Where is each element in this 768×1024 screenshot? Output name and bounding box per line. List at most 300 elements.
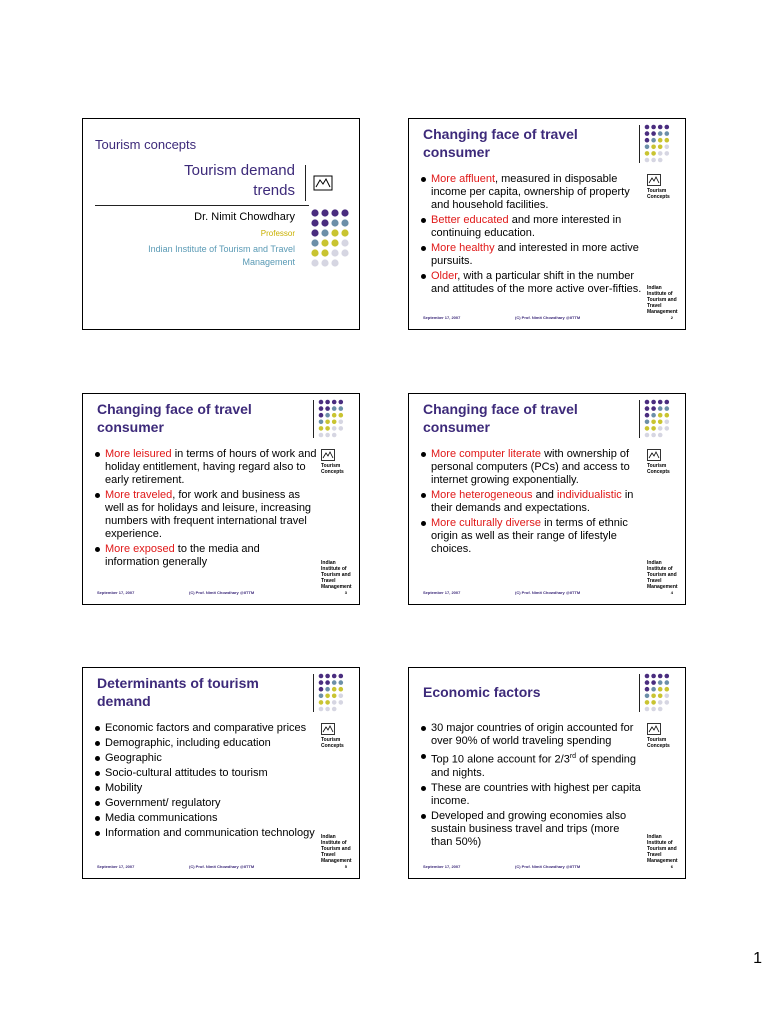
grid-dot — [665, 700, 670, 705]
grid-dot — [665, 125, 670, 130]
footer-copyright: (C) Prof. Nimit Chowdhary @IITTM — [189, 864, 255, 869]
slide-title — [97, 400, 307, 436]
bullet-item — [93, 767, 317, 780]
slide-3 — [82, 393, 360, 605]
side-institute-line: Management — [321, 584, 352, 590]
highlight-text: individualistic — [556, 489, 622, 501]
grid-dot — [651, 413, 656, 418]
grid-dot — [645, 145, 650, 150]
bullet-text: with ownership of personal computers (PCs) and access to internet growing exponentially. — [431, 448, 630, 486]
bullet-text: 30 major countries of origin accounted for over 90% of world traveling spending — [431, 722, 634, 747]
grid-dot — [332, 433, 337, 438]
grid-dot — [341, 239, 348, 246]
grid-dot — [651, 680, 656, 685]
highlight-text: More computer literate — [431, 448, 542, 460]
grid-dot — [325, 433, 330, 438]
grid-dot — [645, 674, 650, 679]
title-line-1: Tourism demand — [184, 162, 295, 179]
grid-dot — [339, 426, 344, 431]
title-divider — [313, 400, 314, 438]
slide-title-line: consumer — [97, 419, 164, 435]
slide-footer — [423, 864, 677, 872]
slide-2 — [408, 118, 686, 330]
grid-dot — [658, 707, 663, 712]
bullet-item — [93, 722, 317, 735]
grid-dot — [658, 694, 663, 699]
institute-line-1: Indian Institute of Tourism and Travel — [148, 244, 295, 254]
bullet-item — [93, 752, 317, 765]
grid-dot — [319, 674, 324, 679]
grid-dot — [325, 707, 330, 712]
grid-dot — [339, 400, 344, 405]
bullet-item — [419, 517, 643, 556]
grid-dot — [645, 700, 650, 705]
grid-dot — [332, 694, 337, 699]
grid-dot — [645, 138, 650, 143]
grid-dot — [325, 426, 330, 431]
side-label-line: Tourism — [321, 737, 341, 743]
superscript: rd — [569, 753, 577, 760]
grid-dot — [319, 707, 324, 712]
side-institute-line: Travel — [321, 578, 336, 584]
footer-copyright: (C) Prof. Nimit Chowdhary @IITTM — [515, 315, 581, 320]
highlight-text: More leisured — [105, 448, 172, 460]
grid-dot — [658, 433, 663, 438]
slide-title-line: Determinants of tourism — [97, 675, 259, 691]
side-institute-line: Management — [647, 858, 678, 864]
bullet-item — [419, 270, 643, 296]
slide-title — [423, 125, 633, 161]
dot-grid-icon — [317, 672, 357, 712]
grid-dot — [319, 426, 324, 431]
title-divider — [639, 400, 640, 438]
bullet-text: Information and communication technology — [105, 827, 315, 839]
grid-dot — [332, 680, 337, 685]
grid-dot — [331, 249, 338, 256]
grid-dot — [319, 433, 324, 438]
grid-dot — [325, 400, 330, 405]
grid-dot — [658, 131, 663, 136]
clipart-icon — [647, 449, 661, 461]
bullet-text: Top 10 alone account for 2/3 — [431, 753, 570, 766]
grid-dot — [651, 400, 656, 405]
slide-5 — [82, 667, 360, 879]
grid-dot — [311, 229, 318, 236]
side-label-institute — [321, 560, 357, 590]
grid-dot — [339, 674, 344, 679]
grid-dot — [658, 138, 663, 143]
bullet-item — [93, 737, 317, 750]
grid-dot — [645, 158, 650, 163]
grid-dot — [645, 151, 650, 156]
side-institute-line: Institute of — [647, 291, 673, 297]
grid-dot — [325, 413, 330, 418]
slide-footer — [97, 864, 351, 872]
grid-dot — [321, 219, 328, 226]
grid-dot — [339, 413, 344, 418]
side-institute-line: Institute of — [321, 840, 347, 846]
institute-line-2: Management — [242, 257, 295, 267]
bullet-item — [93, 782, 317, 795]
grid-dot — [651, 145, 656, 150]
grid-dot — [645, 680, 650, 685]
side-label-institute — [647, 834, 683, 864]
grid-dot — [651, 694, 656, 699]
bullet-text: in terms of ethnic origin as well as their range of lifestyle choices. — [431, 517, 628, 555]
side-institute-line: Travel — [647, 303, 662, 309]
slide-6 — [408, 667, 686, 879]
bullet-text: Mobility — [105, 782, 143, 794]
side-label-line: Concepts — [647, 194, 670, 200]
slide-number: 5 — [344, 864, 347, 869]
highlight-text: More heterogeneous — [431, 489, 533, 501]
bullet-item — [93, 448, 317, 487]
grid-dot — [311, 239, 318, 246]
grid-dot — [651, 426, 656, 431]
footer-date: September 17, 2007 — [97, 864, 135, 869]
grid-dot — [658, 158, 663, 163]
footer-date: September 17, 2007 — [97, 590, 135, 595]
grid-dot — [319, 413, 324, 418]
side-institute-line: Management — [321, 858, 352, 864]
side-institute-line: Tourism and — [321, 572, 351, 578]
page-number: 1 — [753, 950, 762, 967]
clipart-icon — [321, 449, 335, 461]
grid-dot — [332, 420, 337, 425]
bullet-item — [93, 543, 317, 569]
side-institute-line: Travel — [321, 852, 336, 858]
grid-dot — [658, 426, 663, 431]
grid-dot — [311, 219, 318, 226]
footer-copyright: (C) Prof. Nimit Chowdhary @IITTM — [515, 590, 581, 595]
side-institute-line: Institute of — [647, 840, 673, 846]
grid-dot — [325, 674, 330, 679]
bullet-list — [93, 448, 317, 571]
grid-dot — [311, 259, 318, 266]
grid-dot — [651, 125, 656, 130]
grid-dot — [321, 239, 328, 246]
grid-dot — [645, 707, 650, 712]
side-label-tourism-concepts — [321, 463, 357, 475]
grid-dot — [321, 229, 328, 236]
grid-dot — [651, 406, 656, 411]
bullet-text: in terms of hours of work and holiday entitlement, having regard also to early retirement. — [105, 448, 317, 486]
side-label-line: Concepts — [321, 469, 344, 475]
grid-dot — [321, 209, 328, 216]
grid-dot — [321, 249, 328, 256]
bullet-item — [419, 810, 643, 849]
grid-dot — [325, 420, 330, 425]
bullet-list — [419, 448, 643, 558]
bullet-text: , measured in disposable income per capita, ownership of property and household facilities. — [431, 173, 630, 211]
grid-dot — [339, 700, 344, 705]
dot-grid-icon — [317, 398, 357, 438]
highlight-text: Older — [431, 270, 458, 282]
footer-copyright: (C) Prof. Nimit Chowdhary @IITTM — [515, 864, 581, 869]
side-label-line: Tourism — [647, 188, 667, 194]
highlight-text: Better educated — [431, 214, 509, 226]
author-name: Dr. Nimit Chowdhary — [194, 211, 295, 223]
bullet-item — [93, 812, 317, 825]
grid-dot — [319, 420, 324, 425]
grid-dot — [658, 406, 663, 411]
bullet-text: of spending and nights. — [431, 753, 636, 779]
bullet-text: Geographic — [105, 752, 162, 764]
side-institute-line: Institute of — [321, 566, 347, 572]
grid-dot — [321, 259, 328, 266]
side-label-institute — [647, 560, 683, 590]
side-institute-line: Indian — [647, 834, 662, 840]
clipart-icon — [313, 175, 333, 191]
grid-dot — [339, 406, 344, 411]
side-institute-line: Indian — [647, 560, 662, 566]
grid-dot — [645, 400, 650, 405]
grid-dot — [341, 209, 348, 216]
slide-number: 3 — [344, 590, 347, 595]
grid-dot — [645, 125, 650, 130]
grid-dot — [319, 687, 324, 692]
grid-dot — [332, 406, 337, 411]
slide-number: 4 — [670, 590, 673, 595]
side-label-line: Tourism — [647, 737, 667, 743]
slide-4 — [408, 393, 686, 605]
highlight-text: More healthy — [431, 242, 495, 254]
side-label-institute — [647, 285, 683, 315]
side-label-line: Concepts — [647, 469, 670, 475]
bullet-text: , with a particular shift in the number and attitudes of the more active over-fifties. — [431, 270, 642, 295]
side-label-line: Tourism — [647, 463, 667, 469]
bullet-item — [419, 448, 643, 487]
grid-dot — [332, 674, 337, 679]
grid-dot — [339, 694, 344, 699]
grid-dot — [645, 426, 650, 431]
grid-dot — [645, 694, 650, 699]
grid-dot — [665, 406, 670, 411]
slide-main-title — [184, 161, 295, 201]
slide-title-line: Changing face of travel — [97, 401, 252, 417]
grid-dot — [665, 145, 670, 150]
side-institute-line: Management — [647, 309, 678, 315]
grid-dot — [658, 687, 663, 692]
slide-number: 2 — [670, 315, 673, 320]
grid-dot — [332, 700, 337, 705]
grid-dot — [311, 209, 318, 216]
slide-title-line: Changing face of travel — [423, 401, 578, 417]
grid-dot — [341, 219, 348, 226]
grid-dot — [658, 674, 663, 679]
highlight-text: More affluent — [431, 173, 496, 185]
grid-dot — [341, 229, 348, 236]
bullet-text: in their demands and expectations. — [431, 489, 634, 514]
side-institute-line: Tourism and — [647, 572, 677, 578]
highlight-text: More traveled — [105, 489, 173, 501]
grid-dot — [331, 239, 338, 246]
bullet-text: Media communications — [105, 812, 218, 824]
side-label-line: Tourism — [321, 463, 341, 469]
bullet-text: Socio-cultural attitudes to tourism — [105, 767, 268, 779]
grid-dot — [325, 406, 330, 411]
bullet-list — [419, 173, 643, 298]
slide-title — [97, 674, 307, 710]
slide-title — [423, 683, 633, 701]
grid-dot — [341, 249, 348, 256]
side-label-line: Concepts — [647, 743, 670, 749]
side-institute-line: Indian — [321, 560, 336, 566]
bullet-item — [419, 782, 643, 808]
grid-dot — [332, 413, 337, 418]
grid-dot — [658, 680, 663, 685]
grid-dot — [331, 209, 338, 216]
grid-dot — [665, 694, 670, 699]
grid-dot — [651, 433, 656, 438]
bullet-item — [93, 827, 317, 840]
dot-grid-icon — [643, 123, 683, 163]
bullet-text: and interested in more active pursuits. — [431, 242, 639, 267]
footer-date: September 17, 2007 — [423, 590, 461, 595]
highlight-text: More exposed — [105, 543, 175, 555]
grid-dot — [332, 687, 337, 692]
title-divider — [313, 674, 314, 712]
grid-dot — [325, 694, 330, 699]
grid-dot — [319, 400, 324, 405]
grid-dot — [665, 420, 670, 425]
grid-dot — [339, 420, 344, 425]
grid-dot — [645, 406, 650, 411]
title-hline — [95, 205, 309, 206]
slide-title-line: consumer — [423, 419, 490, 435]
bullet-text: Developed and growing economies also sustain business travel and trips (more than 50%) — [431, 809, 627, 848]
grid-dot — [665, 131, 670, 136]
grid-dot — [665, 674, 670, 679]
grid-dot — [651, 687, 656, 692]
side-label-tourism-concepts — [647, 463, 683, 475]
side-institute-line: Tourism and — [321, 846, 351, 852]
bullet-item — [93, 797, 317, 810]
grid-dot — [319, 680, 324, 685]
bullet-text: and more interested in continuing education. — [431, 214, 622, 239]
grid-dot — [658, 413, 663, 418]
bullet-text: , for work and business as well as for holidays and leisure, increasing numbers with frequent international travel experience. — [105, 489, 312, 540]
grid-dot — [311, 249, 318, 256]
bullet-text: Economic factors and comparative prices — [105, 722, 307, 734]
dot-grid-icon — [643, 672, 683, 712]
bullet-item — [419, 489, 643, 515]
grid-dot — [645, 420, 650, 425]
bullet-text: and — [532, 489, 557, 501]
grid-dot — [665, 426, 670, 431]
highlight-text: More culturally diverse — [431, 517, 542, 529]
side-label-tourism-concepts — [321, 737, 357, 749]
grid-dot — [651, 700, 656, 705]
grid-dot — [319, 694, 324, 699]
side-label-institute — [321, 834, 357, 864]
grid-dot — [651, 420, 656, 425]
footer-date: September 17, 2007 — [423, 315, 461, 320]
grid-dot — [325, 687, 330, 692]
side-institute-line: Tourism and — [647, 297, 677, 303]
side-institute-line: Management — [647, 584, 678, 590]
grid-dot — [658, 700, 663, 705]
bullet-item — [419, 173, 643, 212]
grid-dot — [665, 680, 670, 685]
grid-dot — [658, 400, 663, 405]
side-institute-line: Travel — [647, 578, 662, 584]
dot-grid-icon — [643, 398, 683, 438]
side-label-line: Concepts — [321, 743, 344, 749]
side-institute-line: Indian — [647, 285, 662, 291]
grid-dot — [325, 680, 330, 685]
grid-dot — [665, 151, 670, 156]
grid-dot — [319, 700, 324, 705]
bullet-text: These are countries with highest per capita income. — [431, 781, 641, 807]
grid-dot — [665, 413, 670, 418]
footer-date: September 17, 2007 — [423, 864, 461, 869]
bullet-text: Demographic, including education — [105, 737, 271, 749]
slide-title-line: consumer — [423, 144, 490, 160]
grid-dot — [645, 433, 650, 438]
grid-dot — [332, 400, 337, 405]
title-divider — [639, 125, 640, 163]
slide-number: 6 — [670, 864, 673, 869]
grid-dot — [645, 131, 650, 136]
side-label-tourism-concepts — [647, 188, 683, 200]
grid-dot — [332, 426, 337, 431]
slide-footer — [423, 315, 677, 323]
grid-dot — [651, 151, 656, 156]
course-title: Tourism concepts — [95, 137, 197, 152]
grid-dot — [665, 138, 670, 143]
grid-dot — [651, 138, 656, 143]
title-vline — [305, 165, 306, 201]
clipart-icon — [321, 723, 335, 735]
bullet-text: to the media and information generally — [105, 543, 260, 568]
grid-dot — [658, 125, 663, 130]
slide-title-line: Economic factors — [423, 684, 541, 700]
bullet-item — [419, 750, 643, 780]
grid-dot — [665, 687, 670, 692]
slide-footer — [97, 590, 351, 598]
clipart-icon — [647, 174, 661, 186]
grid-dot — [658, 420, 663, 425]
side-institute-line: Indian — [321, 834, 336, 840]
bullet-list — [419, 722, 643, 851]
footer-copyright: (C) Prof. Nimit Chowdhary @IITTM — [189, 590, 255, 595]
grid-dot — [339, 680, 344, 685]
grid-dot — [645, 413, 650, 418]
institute-name — [148, 243, 295, 269]
grid-dot — [658, 151, 663, 156]
side-institute-line: Institute of — [647, 566, 673, 572]
side-label-tourism-concepts — [647, 737, 683, 749]
grid-dot — [651, 707, 656, 712]
grid-dot — [651, 158, 656, 163]
grid-dot — [332, 707, 337, 712]
slide-title-line: demand — [97, 693, 151, 709]
bullet-text: Government/ regulatory — [105, 797, 221, 809]
clipart-icon — [647, 723, 661, 735]
title-divider — [639, 674, 640, 712]
dot-grid-icon — [309, 207, 353, 269]
slide-title-line: Changing face of travel — [423, 126, 578, 142]
title-line-2: trends — [253, 182, 295, 199]
bullet-item — [419, 242, 643, 268]
author-role: Professor — [260, 229, 295, 238]
grid-dot — [665, 400, 670, 405]
bullet-item — [93, 489, 317, 541]
bullet-item — [419, 722, 643, 748]
grid-dot — [319, 406, 324, 411]
bullet-list — [93, 722, 317, 842]
